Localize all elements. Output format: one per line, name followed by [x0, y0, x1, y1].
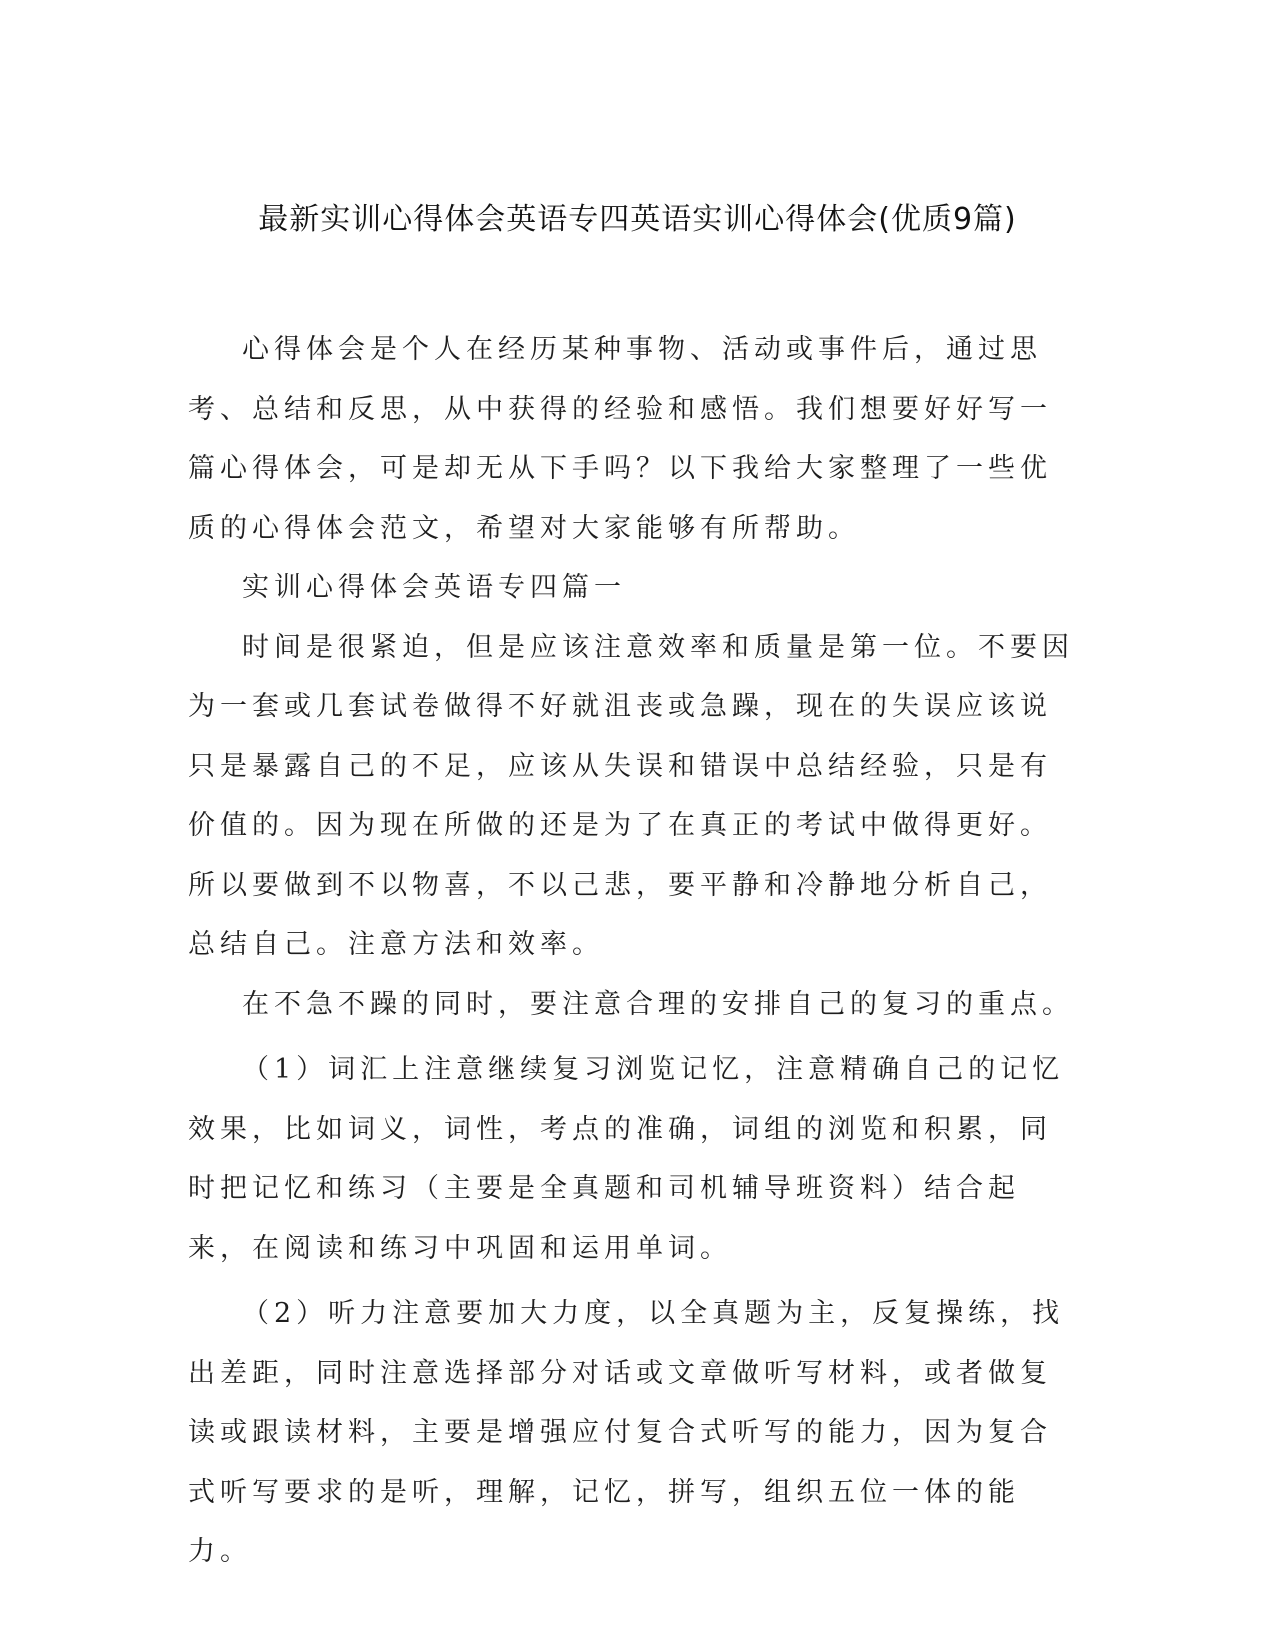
body-paragraph: 在不急不躁的同时，要注意合理的安排自己的复习的重点。: [242, 988, 1074, 1020]
section-heading: 实训心得体会英语专四篇一: [242, 572, 626, 603]
body-paragraph: 时间是很紧迫，但是应该注意效率和质量是第一位。不要因为一套或几套试卷做得不好就沮丧或急躁，现在的失误应该说只是暴露自己的不足，应该从失误和错误中总结经验，只是有价值的。因为现在所做的还是为了在真正的考试中做得更好。所以要做到不以物喜，不以己悲，要平静和冷静地分析自己，总结自己。注意方法和效率。: [188, 631, 1074, 960]
document-title: 最新实训心得体会英语专四英语实训心得体会(优质9篇): [258, 202, 1017, 237]
vocabulary-paragraph: （1）词汇上注意继续复习浏览记忆，注意精确自己的记忆效果，比如词义，词性，考点的准确，词组的浏览和积累，同时把记忆和练习（主要是全真题和司机辅导班资料）结合起来，在阅读和练习中巩固和运用单词。: [188, 1054, 1065, 1264]
listening-paragraph: （2）听力注意要加大力度，以全真题为主，反复操练，找出差距，同时注意选择部分对话或文章做听写材料，或者做复读或跟读材料，主要是增强应付复合式听写的能力，因为复合式听写要求的是听，理解，记忆，拼写，组织五位一体的能力。: [188, 1298, 1065, 1567]
document-body: [188, 320, 1078, 1582]
intro-paragraph: 心得体会是个人在经历某种事物、活动或事件后，通过思考、总结和反思，从中获得的经验和感悟。我们想要好好写一篇心得体会，可是却无从下手吗？以下我给大家整理了一些优质的心得体会范文，希望对大家能够有所帮助。: [188, 334, 1052, 544]
